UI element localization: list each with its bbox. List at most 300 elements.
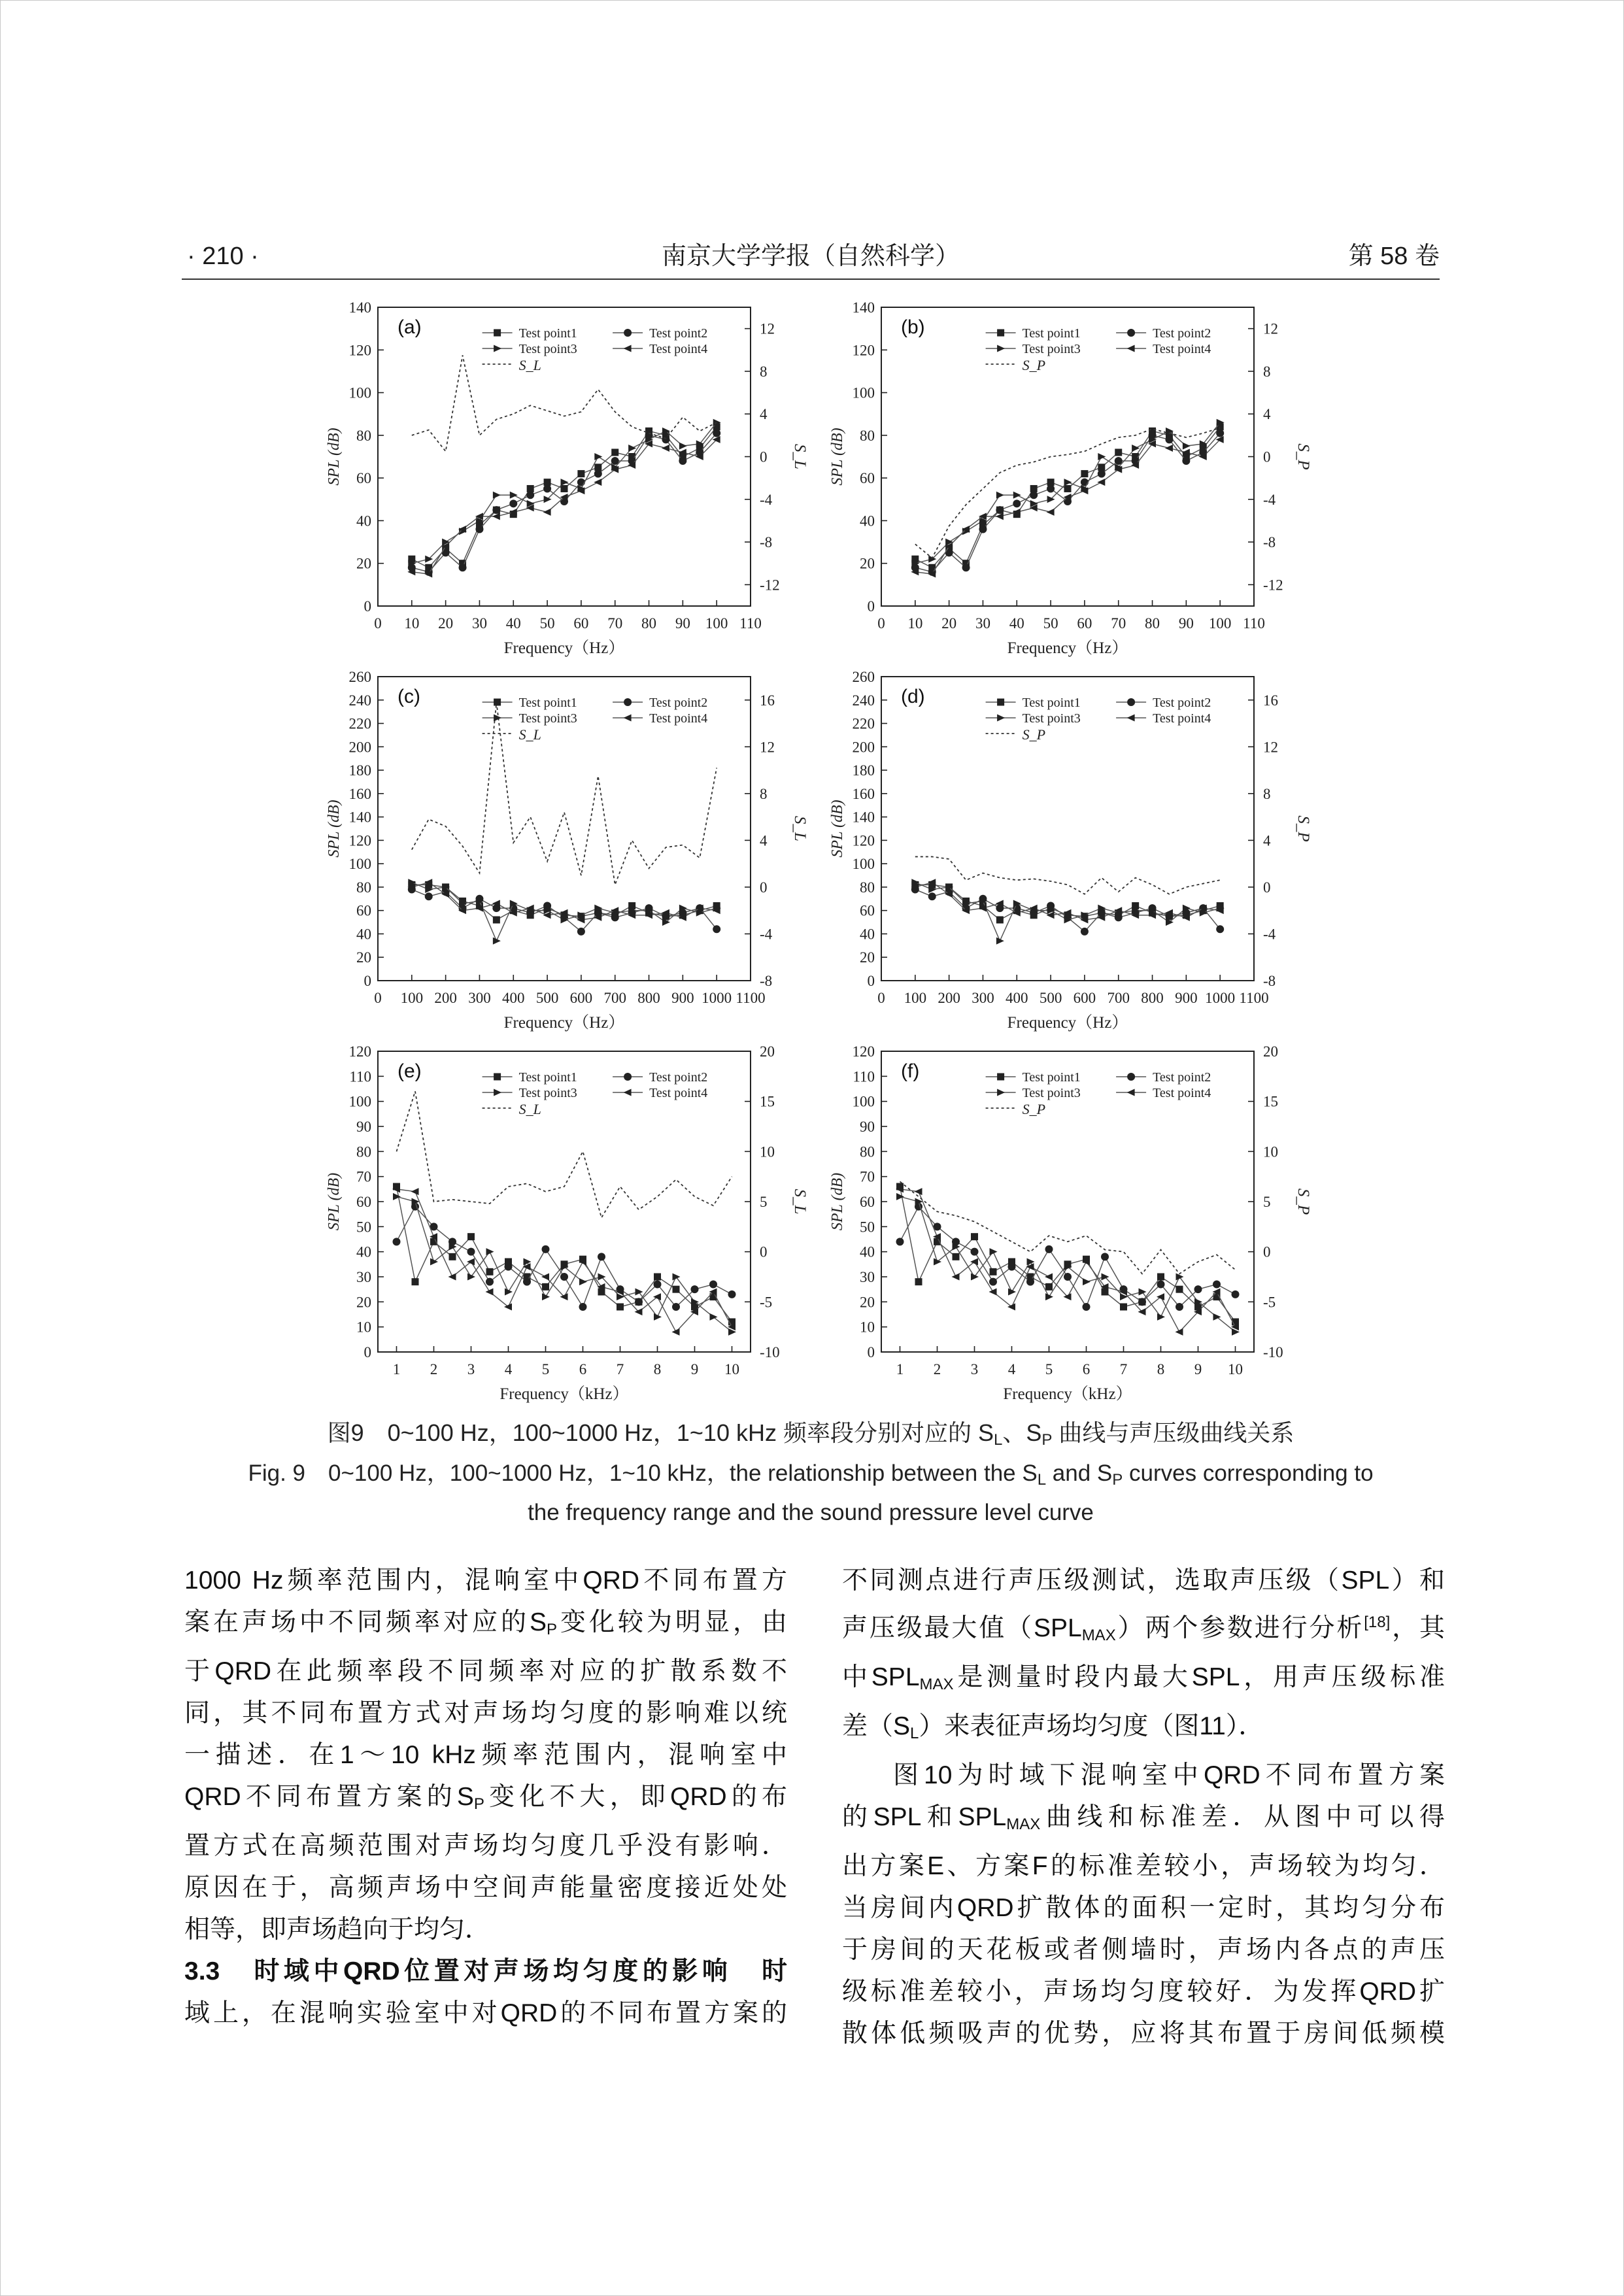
text-line: 相等，即声场趋向于均匀． xyxy=(184,1916,491,1944)
series-markers-2 xyxy=(393,1203,736,1311)
y2-tick-label: -4 xyxy=(1263,926,1276,943)
legend-label: Test point1 xyxy=(518,1070,577,1085)
y2-tick-label: 8 xyxy=(760,363,768,380)
y2-tick-label: 0 xyxy=(760,879,768,896)
y-tick-label: 100 xyxy=(852,856,875,873)
x-tick-label: 90 xyxy=(675,615,690,632)
y-tick-label: 60 xyxy=(356,902,371,919)
y2-tick-label: -4 xyxy=(760,491,773,508)
x-axis-label: Frequency（Hz） xyxy=(1007,639,1128,657)
series-line-4 xyxy=(397,1189,732,1332)
y-tick-label: 0 xyxy=(867,598,875,615)
legend xyxy=(482,1070,708,1117)
y2-tick-label: 12 xyxy=(760,320,775,337)
y2-tick-label: 4 xyxy=(760,406,768,423)
x-axis-label: Frequency（Hz） xyxy=(503,1014,625,1032)
legend-label: Test point1 xyxy=(518,326,577,341)
y2-tick-label: -10 xyxy=(1263,1344,1283,1360)
series-markers-3 xyxy=(911,419,1224,567)
y-tick-label: 60 xyxy=(356,470,371,487)
x-tick-label: 1100 xyxy=(736,990,766,1006)
y2-tick-label: -12 xyxy=(760,577,780,594)
panel-label: (c) xyxy=(398,686,420,707)
panel-label: (a) xyxy=(398,316,422,338)
y-tick-label: 80 xyxy=(860,879,875,896)
legend-label: Test point3 xyxy=(1022,711,1081,726)
y-tick-label: 90 xyxy=(356,1119,371,1135)
series-markers-1 xyxy=(393,1183,736,1326)
y-tick-label: 40 xyxy=(860,513,875,530)
x-axis-label: Frequency（Hz） xyxy=(1007,1014,1128,1032)
x-tick-label: 70 xyxy=(1111,615,1126,632)
x-tick-label: 300 xyxy=(468,990,491,1006)
y2-tick-label: -4 xyxy=(760,926,773,943)
y2-tick-label: 8 xyxy=(760,785,768,802)
y-tick-label: 240 xyxy=(348,692,371,709)
y-tick-label: 30 xyxy=(860,1269,875,1285)
y2-tick-label: -8 xyxy=(760,973,773,989)
text-line: 当房间内QRD扩散体的面积一定时，其均匀分布 xyxy=(842,1894,1445,1922)
y2-tick-label: -8 xyxy=(760,534,773,551)
x-tick-label: 70 xyxy=(607,615,623,632)
legend-label: Test point2 xyxy=(1153,696,1211,710)
x-tick-label: 600 xyxy=(1073,990,1096,1006)
text-line: 图10为时域下混响室中QRD不同布置方案 xyxy=(893,1761,1445,1789)
y-tick-label: 60 xyxy=(356,1194,371,1210)
series-line-3 xyxy=(915,422,1220,563)
y-axis-label: SPL (dB) xyxy=(326,1172,343,1231)
aux-curve-s-p xyxy=(915,856,1220,894)
chart-panel-1 xyxy=(829,299,1312,657)
y2-tick-label: -5 xyxy=(1263,1294,1276,1311)
x-tick-label: 80 xyxy=(641,615,657,632)
y-tick-label: 60 xyxy=(860,470,875,487)
text-line: QRD不同布置方案的$S_P$变化不大，即QRD的布 xyxy=(184,1783,787,1813)
x-tick-label: 10 xyxy=(404,615,420,632)
y2-tick-label: 20 xyxy=(760,1043,775,1060)
text-line: 声压级最大值$(SPL_{MAX})$两个参数进行分析[18]，其 xyxy=(842,1613,1445,1644)
text-line: 一描述．在1～10 kHz频率范围内，混响室中 xyxy=(184,1741,787,1769)
legend-label: Test point4 xyxy=(649,1086,708,1100)
y-tick-label: 50 xyxy=(860,1219,875,1236)
chart-panel-4 xyxy=(326,1043,809,1403)
text-line: 置方式在高频范围对声场均匀度几乎没有影响． xyxy=(184,1832,787,1860)
y-tick-label: 160 xyxy=(852,785,875,802)
legend-label-aux: S_L xyxy=(518,1101,541,1117)
legend xyxy=(986,326,1211,373)
y2-axis-label: S_L xyxy=(791,1189,809,1215)
y-tick-label: 80 xyxy=(860,1143,875,1160)
series-line-2 xyxy=(397,1207,732,1307)
legend-label-aux: S_P xyxy=(1022,357,1046,373)
journal-title: 南京大学学报（自然科学） xyxy=(661,243,960,270)
x-tick-label: 0 xyxy=(374,615,382,632)
x-tick-label: 50 xyxy=(1043,615,1058,632)
text-line: 3.3 时域中QRD位置对声场均匀度的影响 时 xyxy=(184,1957,787,1985)
y-tick-label: 80 xyxy=(356,1143,371,1160)
y-tick-label: 180 xyxy=(852,762,875,779)
y-axis-label: SPL (dB) xyxy=(829,428,846,486)
y-tick-label: 160 xyxy=(348,785,371,802)
x-tick-label: 90 xyxy=(1178,615,1194,632)
text-line: 域上，在混响实验室中对QRD的不同布置方案的 xyxy=(184,1999,787,2027)
y-tick-label: 80 xyxy=(356,427,371,444)
legend-label: Test point3 xyxy=(518,711,577,726)
x-tick-label: 2 xyxy=(430,1361,438,1377)
x-tick-label: 1000 xyxy=(702,990,732,1006)
y2-tick-label: 8 xyxy=(1263,785,1271,802)
x-tick-label: 60 xyxy=(573,615,589,632)
y-tick-label: 70 xyxy=(860,1168,875,1185)
x-tick-label: 6 xyxy=(579,1361,587,1377)
x-tick-label: 100 xyxy=(1208,615,1232,632)
series-line-3 xyxy=(412,422,717,563)
y2-tick-label: 5 xyxy=(1263,1194,1271,1210)
y-tick-label: 100 xyxy=(852,1093,875,1110)
x-tick-label: 100 xyxy=(904,990,927,1006)
y-tick-label: 20 xyxy=(356,1294,371,1311)
y2-tick-label: 10 xyxy=(760,1143,775,1160)
x-tick-label: 0 xyxy=(877,615,885,632)
x-tick-label: 7 xyxy=(616,1361,624,1377)
y-tick-label: 10 xyxy=(860,1319,875,1336)
y-tick-label: 100 xyxy=(852,384,875,401)
series-line-4 xyxy=(915,439,1220,574)
y2-axis-label: S_L xyxy=(791,816,809,841)
legend-label: Test point2 xyxy=(1153,326,1211,341)
x-tick-label: 9 xyxy=(1194,1361,1202,1377)
series-line-4 xyxy=(900,1189,1236,1332)
x-tick-label: 40 xyxy=(1009,615,1024,632)
y-tick-label: 120 xyxy=(852,1043,875,1060)
x-tick-label: 0 xyxy=(877,990,885,1006)
x-tick-label: 600 xyxy=(569,990,593,1006)
x-tick-label: 30 xyxy=(975,615,990,632)
volume-label: 第 58 卷 xyxy=(1348,243,1440,270)
legend-label: Test point1 xyxy=(1022,696,1081,710)
y-tick-label: 120 xyxy=(348,1043,371,1060)
legend-label: Test point2 xyxy=(1153,1070,1211,1085)
y2-axis-label: S_L xyxy=(791,444,809,469)
text-line: 同，其不同布置方式对声场均匀度的影响难以统 xyxy=(184,1699,787,1727)
y-tick-label: 40 xyxy=(356,513,371,530)
y-tick-label: 220 xyxy=(852,715,875,732)
body-column-left xyxy=(184,1560,787,2034)
y-tick-label: 0 xyxy=(364,1344,371,1360)
y-tick-label: 40 xyxy=(356,926,371,943)
text-line: 于房间的天花板或者侧墙时，声场内各点的声压 xyxy=(842,1936,1445,1964)
legend-label: Test point4 xyxy=(649,711,708,726)
x-tick-label: 30 xyxy=(471,615,487,632)
y-tick-label: 20 xyxy=(356,555,371,572)
x-tick-label: 20 xyxy=(438,615,454,632)
series-line-2 xyxy=(915,890,1220,932)
y2-tick-label: -4 xyxy=(1263,491,1276,508)
x-tick-label: 10 xyxy=(724,1361,739,1377)
legend-label-aux: S_L xyxy=(518,726,541,743)
x-tick-label: 800 xyxy=(637,990,660,1006)
aux-curve-s-l xyxy=(412,702,717,885)
y-tick-label: 240 xyxy=(852,692,875,709)
y2-tick-label: 20 xyxy=(1263,1043,1278,1060)
x-tick-label: 1100 xyxy=(1239,990,1269,1006)
series-markers-2 xyxy=(408,886,720,936)
x-tick-label: 60 xyxy=(1077,615,1092,632)
legend-label-aux: S_P xyxy=(1022,1101,1046,1117)
x-tick-label: 700 xyxy=(603,990,626,1006)
legend-label: Test point4 xyxy=(1153,711,1211,726)
legend-label: Test point3 xyxy=(1022,342,1081,356)
x-tick-label: 6 xyxy=(1082,1361,1091,1377)
y2-tick-label: 4 xyxy=(1263,406,1271,423)
series-line-4 xyxy=(412,439,717,574)
y-tick-label: 200 xyxy=(852,739,875,756)
y2-axis-label: S_P xyxy=(1294,815,1312,842)
x-tick-label: 500 xyxy=(535,990,559,1006)
y-axis-label: SPL (dB) xyxy=(829,1172,846,1231)
x-tick-label: 500 xyxy=(1039,990,1062,1006)
x-tick-label: 100 xyxy=(705,615,728,632)
text-line: 于QRD在此频率段不同频率对应的扩散系数不 xyxy=(184,1657,787,1685)
x-tick-label: 200 xyxy=(434,990,457,1006)
y2-tick-label: 4 xyxy=(760,832,768,849)
text-line: 级标准差较小，声场均匀度较好．为发挥QRD扩 xyxy=(842,1978,1445,2006)
x-tick-label: 900 xyxy=(1175,990,1198,1006)
y2-tick-label: 0 xyxy=(760,1243,768,1260)
x-tick-label: 10 xyxy=(1228,1361,1243,1377)
text-line: 的SPL和$SPL_{MAX}$曲线和标准差．从图中可以得 xyxy=(842,1803,1445,1833)
y-tick-label: 40 xyxy=(860,1243,875,1260)
legend xyxy=(986,1070,1211,1117)
y-axis-label: SPL (dB) xyxy=(326,428,343,486)
y2-tick-label: 10 xyxy=(1263,1143,1278,1160)
legend-label: Test point1 xyxy=(1022,326,1081,341)
legend-label: Test point3 xyxy=(518,342,577,356)
y-tick-label: 140 xyxy=(852,809,875,826)
y-tick-label: 70 xyxy=(356,1168,371,1185)
y2-tick-label: 16 xyxy=(760,692,775,709)
x-tick-label: 300 xyxy=(972,990,994,1006)
y-tick-label: 110 xyxy=(349,1068,371,1085)
y-tick-label: 0 xyxy=(867,973,875,989)
y-tick-label: 80 xyxy=(860,427,875,444)
x-tick-label: 110 xyxy=(739,615,762,632)
y-tick-label: 260 xyxy=(348,669,371,685)
y-tick-label: 90 xyxy=(860,1119,875,1135)
legend-label: Test point3 xyxy=(1022,1086,1081,1100)
x-tick-label: 8 xyxy=(653,1361,662,1377)
panel-label: (b) xyxy=(901,316,925,338)
page-number: · 210 · xyxy=(187,243,259,270)
legend-label-aux: S_P xyxy=(1022,726,1046,743)
aux-curve-s-l xyxy=(397,1091,732,1217)
y-tick-label: 0 xyxy=(364,973,371,989)
aux-curve-s-p xyxy=(915,428,1220,558)
y-tick-label: 20 xyxy=(860,949,875,966)
y-tick-label: 0 xyxy=(867,1344,875,1360)
text-line: 散体低频吸声的优势，应将其布置于房间低频模 xyxy=(842,2019,1445,2048)
text-line: 中$SPL_{MAX}$是测量时段内最大SPL，用声压级标准 xyxy=(842,1663,1445,1693)
legend-label: Test point2 xyxy=(649,696,708,710)
figure-caption-cn: 图9 0~100 Hz，100~1000 Hz，1~10 kHz 频率段分别对应的 $S_L$、$S_P$ 曲线与声压级曲线关系 xyxy=(327,1419,1294,1449)
x-tick-label: 800 xyxy=(1141,990,1164,1006)
x-tick-label: 4 xyxy=(504,1361,513,1377)
x-axis-label: Frequency（kHz） xyxy=(499,1385,629,1403)
legend-label: Test point4 xyxy=(1153,1086,1211,1100)
legend xyxy=(986,696,1211,743)
x-tick-label: 1000 xyxy=(1205,990,1236,1006)
x-tick-label: 900 xyxy=(671,990,694,1006)
x-tick-label: 400 xyxy=(502,990,525,1006)
x-tick-label: 400 xyxy=(1006,990,1028,1006)
chart-panel-3 xyxy=(829,669,1312,1032)
y-tick-label: 110 xyxy=(853,1068,875,1085)
y-tick-label: 40 xyxy=(356,1243,371,1260)
chart-panel-5 xyxy=(829,1043,1312,1403)
y2-tick-label: 15 xyxy=(1263,1093,1278,1110)
y-axis-label: SPL (dB) xyxy=(829,800,846,858)
y2-axis-label: S_P xyxy=(1294,1188,1312,1215)
y-tick-label: 180 xyxy=(348,762,371,779)
series-markers-3 xyxy=(408,419,720,567)
x-tick-label: 7 xyxy=(1119,1361,1128,1377)
series-markers-2 xyxy=(408,430,720,576)
y-axis-label: SPL (dB) xyxy=(326,800,343,858)
y-tick-label: 20 xyxy=(860,555,875,572)
y2-tick-label: -8 xyxy=(1263,973,1276,989)
x-tick-label: 110 xyxy=(1243,615,1265,632)
y2-tick-label: 16 xyxy=(1263,692,1278,709)
y-tick-label: 30 xyxy=(356,1269,371,1285)
legend xyxy=(482,696,708,743)
legend-label: Test point3 xyxy=(518,1086,577,1100)
text-line: 案在声场中不同频率对应的$S_P$变化较为明显，由 xyxy=(184,1608,787,1638)
y-tick-label: 220 xyxy=(348,715,371,732)
x-tick-label: 3 xyxy=(970,1361,979,1377)
x-tick-label: 1 xyxy=(392,1361,401,1377)
y2-tick-label: 12 xyxy=(760,739,775,756)
legend-label: Test point1 xyxy=(1022,1070,1081,1085)
text-line: 不同测点进行声压级测试，选取声压级（SPL）和 xyxy=(842,1566,1445,1595)
x-tick-label: 9 xyxy=(690,1361,699,1377)
panel-label: (f) xyxy=(901,1060,920,1082)
y2-tick-label: 12 xyxy=(1263,320,1278,337)
figure-caption-en-line2: the frequency range and the sound pressure level curve xyxy=(528,1500,1094,1525)
y-tick-label: 140 xyxy=(348,299,371,316)
series-markers-1 xyxy=(896,1183,1239,1326)
legend-label: Test point2 xyxy=(649,326,708,341)
series-markers-4 xyxy=(896,1185,1239,1336)
series-markers-4 xyxy=(392,1185,736,1336)
x-tick-label: 100 xyxy=(400,990,424,1006)
y2-tick-label: 5 xyxy=(760,1194,768,1210)
x-tick-label: 4 xyxy=(1007,1361,1016,1377)
y2-tick-label: 0 xyxy=(1263,448,1271,465)
x-tick-label: 3 xyxy=(467,1361,475,1377)
y-tick-label: 60 xyxy=(860,902,875,919)
series-markers-2 xyxy=(911,430,1224,576)
x-tick-label: 80 xyxy=(1145,615,1160,632)
text-line: 1000 Hz频率范围内，混响室中QRD不同布置方 xyxy=(184,1566,787,1595)
x-tick-label: 1 xyxy=(896,1361,904,1377)
legend-label-aux: S_L xyxy=(518,357,541,373)
chart-panel-2 xyxy=(326,669,809,1032)
y2-tick-label: 0 xyxy=(760,448,768,465)
figure-caption-en-line1: Fig. 9 0~100 Hz，100~1000 Hz，1~10 kHz，the relationship between the $S_L$ and $S_P$ curves corresponding to xyxy=(248,1460,1374,1489)
series-markers-2 xyxy=(911,886,1224,936)
y-tick-label: 120 xyxy=(348,342,371,359)
y2-axis-label: S_P xyxy=(1294,443,1312,470)
y2-tick-label: -5 xyxy=(760,1294,773,1311)
body-column-right xyxy=(842,1560,1445,2055)
y-tick-label: 50 xyxy=(356,1219,371,1236)
y-tick-label: 10 xyxy=(356,1319,371,1336)
x-axis-label: Frequency（kHz） xyxy=(1003,1385,1132,1403)
y2-tick-label: 0 xyxy=(1263,879,1271,896)
y-tick-label: 20 xyxy=(860,1294,875,1311)
x-tick-label: 0 xyxy=(374,990,382,1006)
y-tick-label: 200 xyxy=(348,739,371,756)
legend xyxy=(482,326,708,373)
y-tick-label: 100 xyxy=(348,856,371,873)
aux-curve-s-l xyxy=(412,355,717,451)
y-tick-label: 40 xyxy=(860,926,875,943)
y-tick-label: 260 xyxy=(852,669,875,685)
panel-label: (e) xyxy=(398,1060,422,1082)
chart-panel-0 xyxy=(326,299,809,657)
y2-tick-label: -12 xyxy=(1263,577,1283,594)
x-tick-label: 2 xyxy=(933,1361,941,1377)
y2-tick-label: -10 xyxy=(760,1344,780,1360)
y-tick-label: 100 xyxy=(348,1093,371,1110)
y2-tick-label: 12 xyxy=(1263,739,1278,756)
x-tick-label: 8 xyxy=(1157,1361,1165,1377)
y-tick-label: 140 xyxy=(852,299,875,316)
x-tick-label: 40 xyxy=(505,615,521,632)
y2-tick-label: 15 xyxy=(760,1093,775,1110)
series-markers-2 xyxy=(896,1203,1240,1311)
x-tick-label: 5 xyxy=(1045,1361,1053,1377)
y-tick-label: 100 xyxy=(348,384,371,401)
y-tick-label: 140 xyxy=(348,809,371,826)
text-line: 原因在于，高频声场中空间声能量密度接近处处 xyxy=(184,1874,787,1902)
y-tick-label: 120 xyxy=(852,342,875,359)
y-tick-label: 120 xyxy=(348,832,371,849)
x-axis-label: Frequency（Hz） xyxy=(503,639,625,657)
x-tick-label: 50 xyxy=(539,615,555,632)
y-tick-label: 120 xyxy=(852,832,875,849)
x-tick-label: 200 xyxy=(938,990,960,1006)
y2-tick-label: 0 xyxy=(1263,1243,1271,1260)
text-line: 出方案E、方案F的标准差较小，声场较为均匀． xyxy=(842,1852,1445,1880)
y-tick-label: 80 xyxy=(356,879,371,896)
y2-tick-label: 8 xyxy=(1263,363,1271,380)
legend-label: Test point1 xyxy=(518,696,577,710)
panel-label: (d) xyxy=(901,686,925,707)
legend-label: Test point4 xyxy=(1153,342,1211,356)
x-tick-label: 10 xyxy=(907,615,923,632)
text-line: 差$(S_L)$来表征声场均匀度（图11）． xyxy=(842,1712,1264,1742)
y-tick-label: 20 xyxy=(356,949,371,966)
y-tick-label: 0 xyxy=(364,598,371,615)
aux-curve-s-p xyxy=(900,1181,1236,1274)
x-tick-label: 700 xyxy=(1107,990,1130,1006)
series-line-2 xyxy=(412,890,717,932)
legend-label: Test point4 xyxy=(649,342,708,356)
series-line-2 xyxy=(900,1207,1236,1307)
y2-tick-label: -8 xyxy=(1263,534,1276,551)
x-tick-label: 5 xyxy=(541,1361,550,1377)
